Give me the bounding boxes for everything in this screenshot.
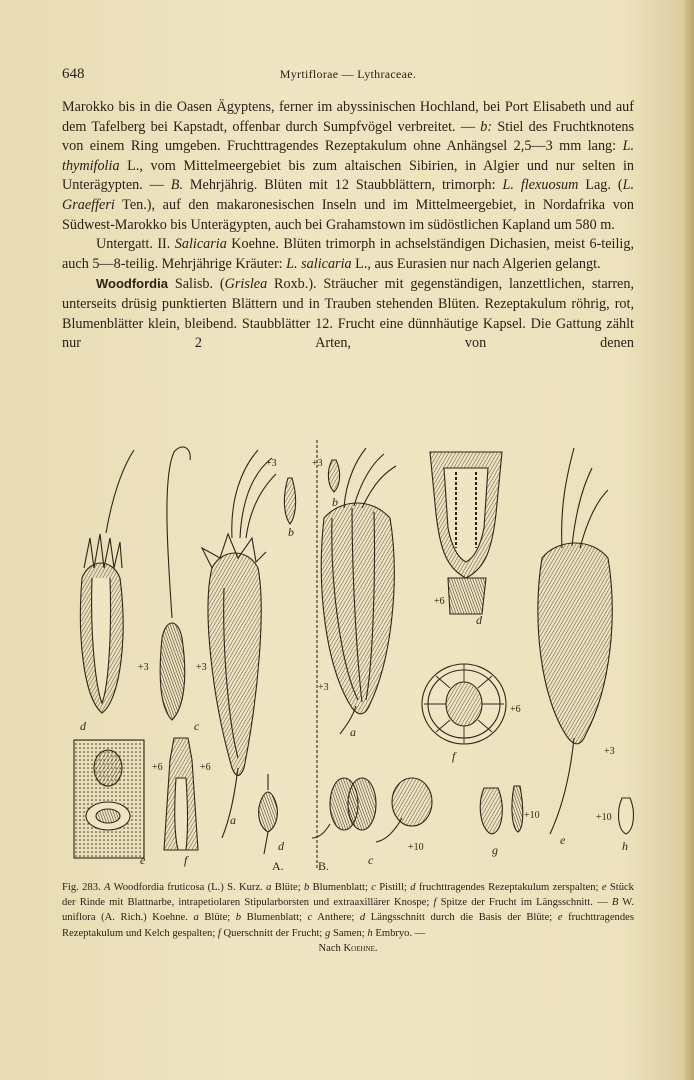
label-a-d: d [80, 719, 86, 733]
page-header [62, 66, 634, 86]
label-b-x10-2: +10 [524, 810, 540, 821]
label-a-x3-2: +3 [196, 662, 207, 673]
paragraph-2: Untergatt. II. Salicaria Koehne. Blüten trimorph in achselständigen Dichasien, meist 6-teilig, auch 5—8-teilig. Mehrjährige Kräuter: L. salicaria L., aus Eurasien nur nach Algerien gelangt. [62, 236, 634, 272]
botanical-plate-figure [62, 438, 642, 874]
running-head: Myrtiflorae — Lythraceae. [279, 67, 417, 81]
label-b-e: e [560, 833, 566, 847]
label-a-a: a [230, 813, 236, 827]
label-b-x6-2: +6 [510, 704, 521, 715]
label-b-x10-3: +10 [596, 812, 612, 823]
label-b-f: f [452, 749, 456, 763]
paragraph-1: Marokko bis in die Oasen Ägyptens, ferner im abyssinischen Hochland, bei Port Elisabeth und auf dem Tafelberg bei Kapstadt, offenbar durch Sumpfvögel verbreitet. — b: Stiel des Fruchtknotens von einem Ring umgeben. Fruchttragendes Rezeptakulum ohne Anhängsel 2,5—3 mm lang: L. thymifolia L., vom Mittelmeergebiet bis zum altaischen Sibirien, in Algier und nur selten in Unterägypten. — B. Mehrjährig. Blüten mit 12 Staubblättern, trimorph: L. flexuosum Lag. (L. Graefferi Ten.), auf den makaronesischen Inseln und im Mittelmeergebiet, in Nordafrika von Südwest-Marokko bis Unterägypten, auch bei Grahamstown im südöstlichen Kapland um 580 m. [62, 99, 635, 233]
drawing-b-section [430, 452, 502, 614]
drawing-b-fruiting-receptacle [538, 448, 612, 834]
label-a-c: c [194, 719, 200, 733]
label-b-x6-1: +6 [434, 596, 445, 607]
label-a-x3-3: +3 [266, 458, 277, 469]
drawing-a-capsule [259, 774, 278, 854]
label-b-d: d [476, 613, 482, 627]
label-b-a: a [350, 725, 356, 739]
plate-drawing [62, 438, 642, 874]
label-A: A. [272, 859, 284, 873]
label-a-f: f [184, 853, 188, 867]
drawing-b-anthers [312, 778, 432, 842]
paragraph-3: Woodfordia Salisb. (Grislea Roxb.). Sträucher mit gegenständigen, lanzettlichen, starren, unterseits drüsig punktierten Blättern und in Trauben stehenden Blüten. Rezeptakulum röhrig, rot, Blumenblätter klein, bleibend. Staubblätter 12. Frucht eine dünnhäutige Kapsel. Die Gattung zählt nur 2 Arten, von denen [62, 276, 634, 352]
label-b-h: h [622, 839, 628, 853]
label-b-x3-3: +3 [604, 746, 615, 757]
label-a-x6-2: +6 [200, 762, 211, 773]
label-b-b: b [332, 495, 338, 509]
drawing-b-seeds [480, 786, 522, 834]
label-b-x3-2: +3 [318, 682, 329, 693]
drawing-a-petal [284, 478, 295, 524]
drawing-a-pistil [160, 447, 190, 720]
drawing-a-receptacle [80, 450, 134, 713]
label-b-x10-1: +10 [408, 842, 424, 853]
caption-text: Fig. 283. A Woodfordia fruticosa (L.) S. Kurz. a Blüte; b Blumenblatt; c Pistill; d fruchttragendes Rezeptakulum zerspalten; e Stück der Rinde mit Blattnarbe, intrapetiolaren Stipularborsten und extraaxillärer Knospe; f Spitze der Frucht im Längsschnitt. — B W. uniflora (A. Rich.) Koehne. a Blüte; b Blumenblatt; c Anthere; d Längsschnitt durch die Basis der Blüte; e fruchttragendes Rezeptakulum und Kelch gespalten; f Querschnitt der Frucht; g Samen; h Embryo. — [62, 882, 634, 939]
label-b-x3-1: +3 [312, 458, 323, 469]
figure-caption [62, 880, 634, 956]
label-a-d2: d [278, 839, 284, 853]
page-number: 648 [62, 66, 85, 82]
label-a-e: e [140, 853, 146, 867]
drawing-a-flower [202, 450, 276, 838]
label-a-b: b [288, 525, 294, 539]
label-B: B. [318, 859, 330, 873]
caption-credit: Nach Koehne. [318, 942, 378, 954]
drawing-b-petal [328, 460, 339, 492]
drawing-a-fruit-tip [164, 738, 198, 850]
label-a-x6-1: +6 [152, 762, 163, 773]
label-b-g: g [492, 843, 498, 857]
drawing-a-bark [74, 740, 144, 858]
drawing-b-cross-section [422, 664, 506, 744]
label-a-x3-1: +3 [138, 662, 149, 673]
book-spine-edge [684, 0, 694, 1080]
label-b-c: c [368, 853, 374, 867]
drawing-b-embryo [619, 798, 634, 834]
body-text [62, 98, 634, 354]
